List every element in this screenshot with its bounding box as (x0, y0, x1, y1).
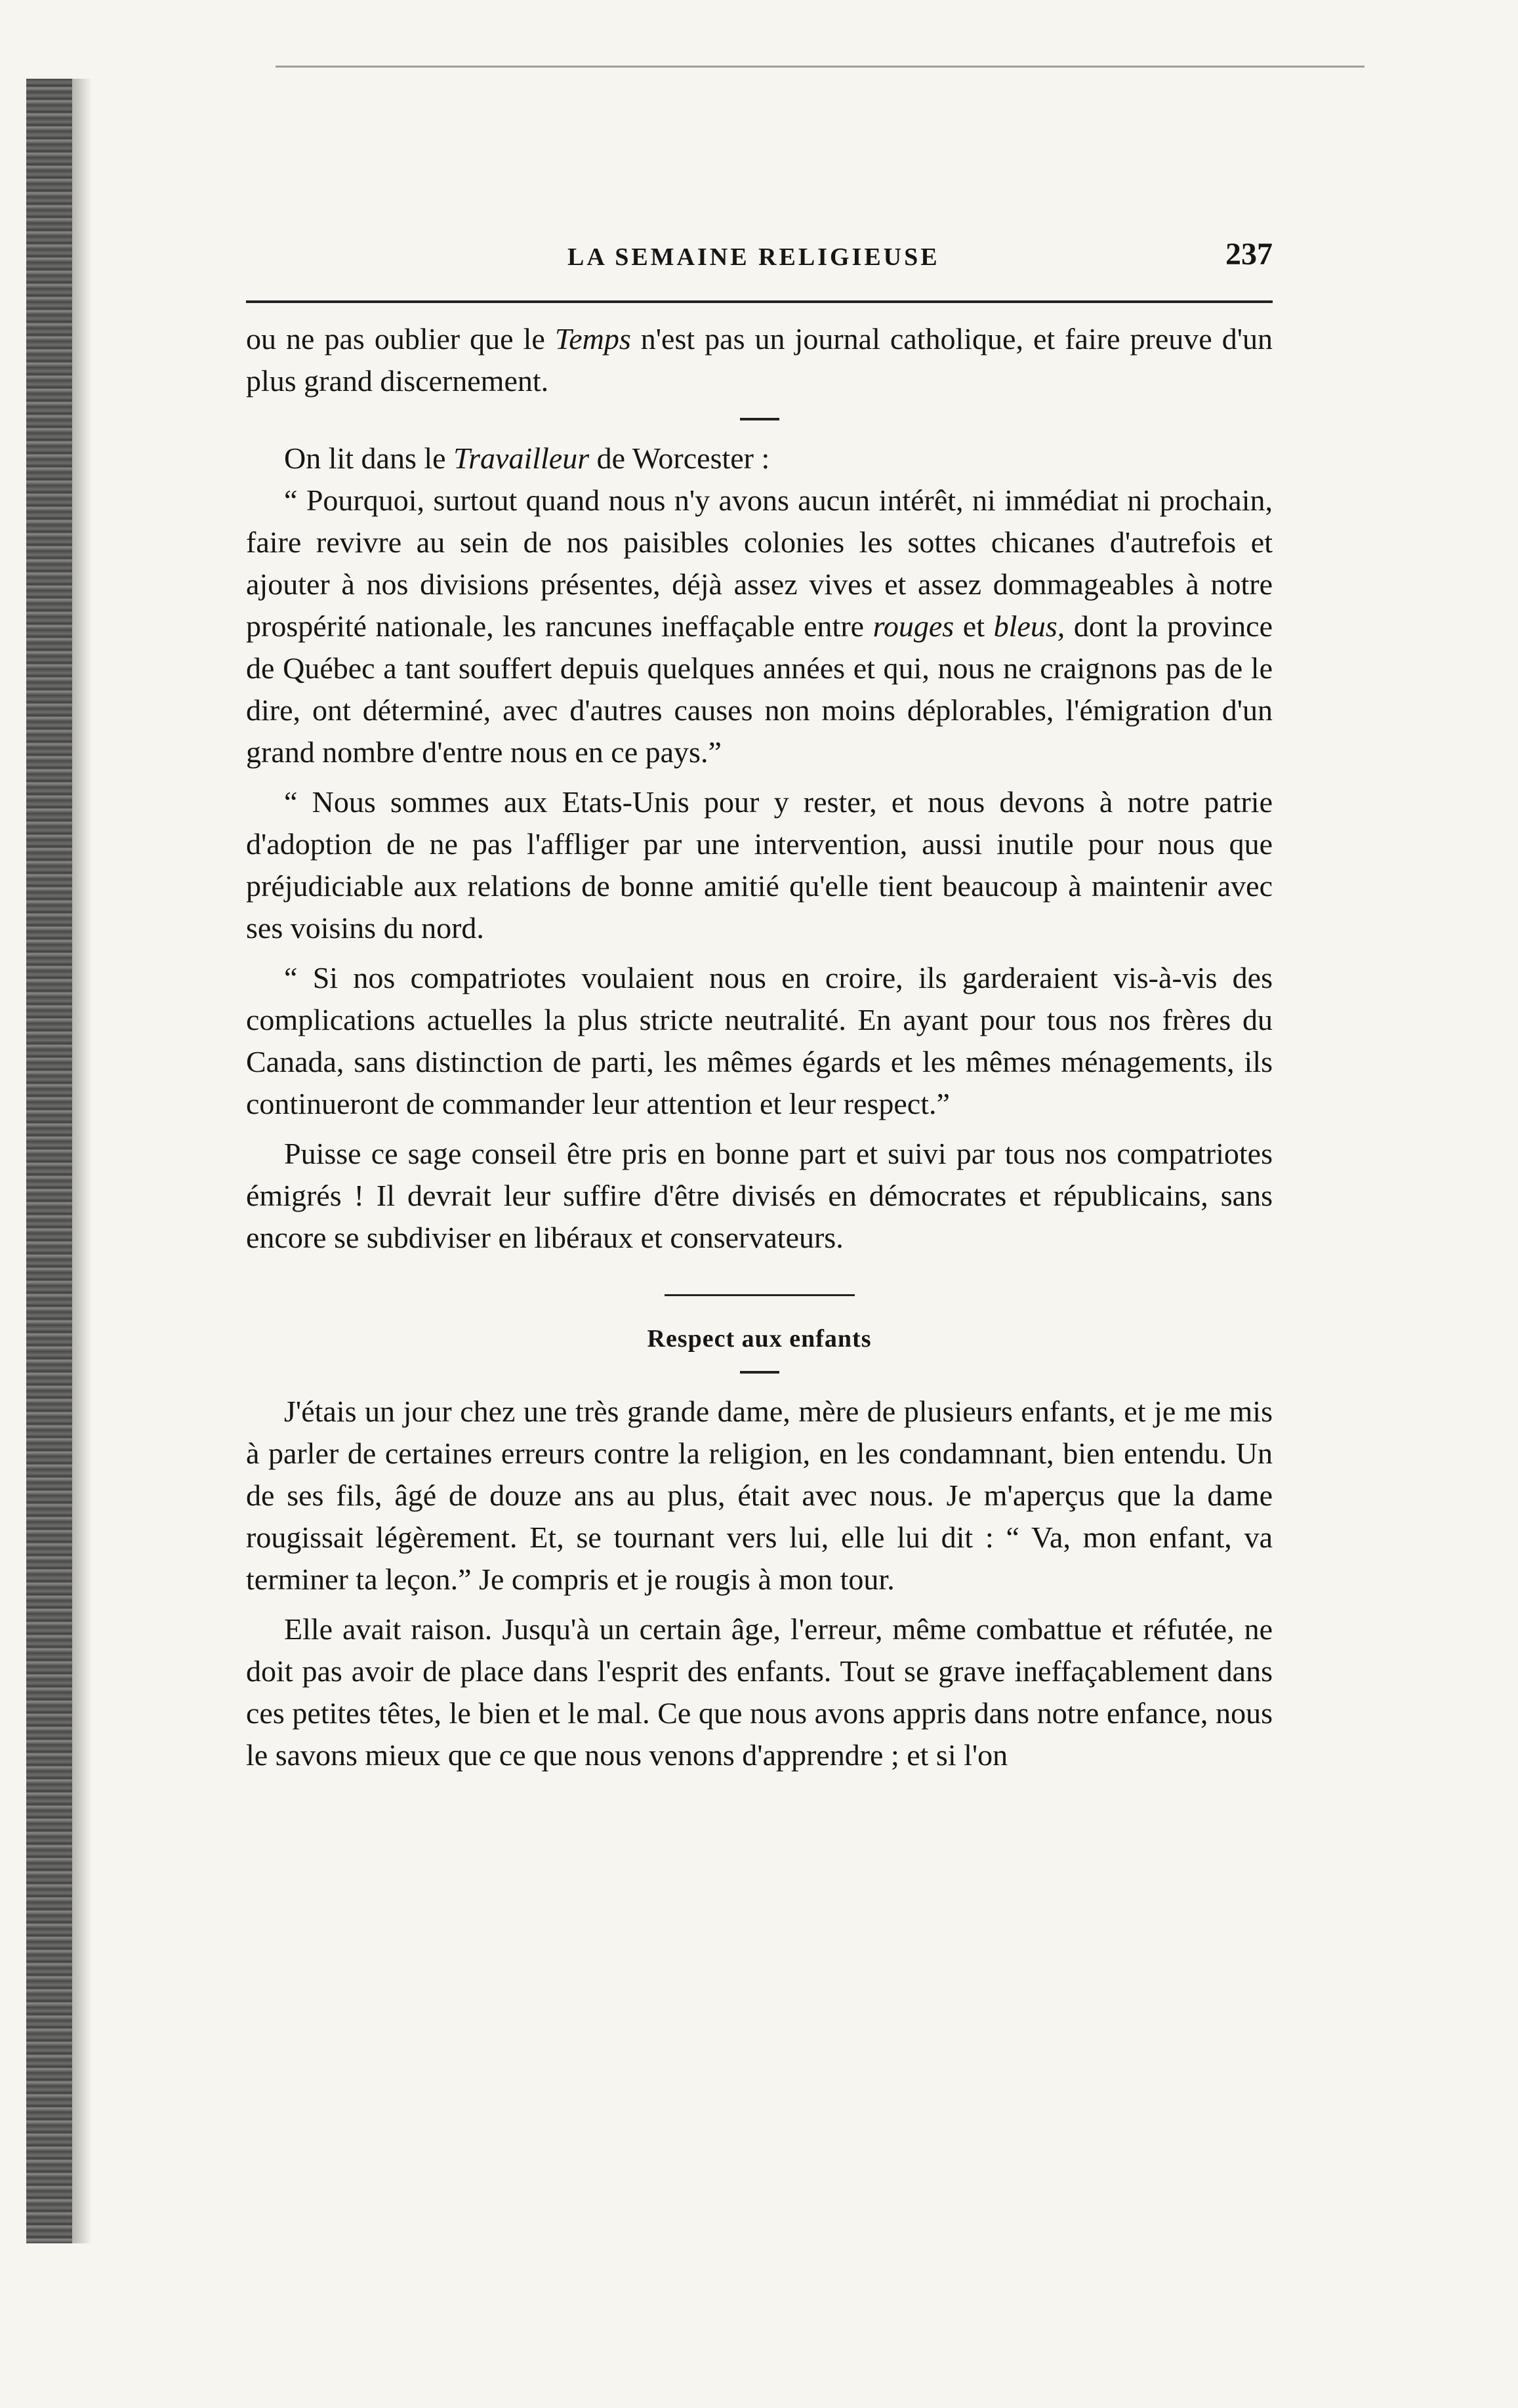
text-run: ou ne pas oublier que le (246, 322, 555, 356)
page-number: 237 (1225, 237, 1273, 272)
text-run: dont la province de Québec a tant souffert depuis quelques années et qui, nous ne craignons pas de le dire, ont déterminé, avec d'autres causes non moins déplorables, l'émigration d'un grand nombre d'entre nous en ce pays.” (246, 609, 1273, 769)
italic-word: bleus, (993, 609, 1065, 643)
page-header (246, 236, 1273, 289)
running-title: LA SEMAINE RELIGIEUSE (567, 243, 940, 271)
book-spine-shadow (26, 79, 72, 2243)
text-run: On lit dans le (284, 441, 454, 475)
paragraph-intro (246, 438, 1273, 480)
text-run: n'est pas un journal catholique, et faire preuve d'un plus grand discernement. (246, 322, 1273, 398)
paragraph-anecdote: J'étais un jour chez une très grande dame, mère de plusieurs enfants, et je me mis à parler de certaines erreurs contre la religion, en les condamnant, bien entendu. Un de ses fils, âgé de douze ans au plus, était avec nous. Je m'aperçus que la dame rougissait légèrement. Et, se tournant vers lui, elle lui dit : “ Va, mon enfant, va terminer ta leçon.” Je compris et je rougis à mon tour. (246, 1395, 1273, 1596)
gutter-shadow (72, 79, 92, 2243)
text-run: et (954, 609, 994, 643)
italic-title: Temps (554, 322, 631, 356)
italic-word: rouges (872, 609, 954, 643)
text-run: de Worcester : (589, 441, 770, 475)
italic-title: Travailleur (453, 441, 590, 475)
body-text (246, 318, 1273, 1776)
paragraph-continued (246, 318, 1273, 402)
top-edge-artifact (276, 39, 1364, 68)
section-rule (665, 1294, 855, 1296)
header-rule (246, 300, 1273, 303)
paragraph-comment: Puisse ce sage conseil être pris en bonne part et suivi par tous nos compatriotes émigrés ! Il devrait leur suffire d'être divisés en démocrates et républicains, sans encore se subdiviser en libéraux et conservateurs. (246, 1137, 1273, 1254)
separator-dash (740, 418, 779, 420)
paragraph-quote-1 (246, 480, 1273, 773)
paragraph-quote-3: “ Si nos compatriotes voulaient nous en croire, ils garderaient vis-à-vis des complications actuelles la plus stricte neutralité. En ayant pour tous nos frères du Canada, sans distinction de parti, les mêmes égards et les mêmes ménagements, ils continueront de commander leur attention et leur respect.” (246, 961, 1273, 1120)
page-content (246, 236, 1273, 1772)
paragraph-reflection: Elle avait raison. Jusqu'à un certain âge, l'erreur, même combattue et réfutée, ne doit pas avoir de place dans l'esprit des enfants. Tout se grave ineffaçablement dans ces petites têtes, le bien et le mal. Ce que nous avons appris dans notre enfance, nous le savons mieux que ce que nous venons d'apprendre ; et si l'on (246, 1612, 1273, 1772)
separator-dash (740, 1371, 779, 1374)
paragraph-quote-2: “ Nous sommes aux Etats-Unis pour y rester, et nous devons à notre patrie d'adoption de ne pas l'affliger par une intervention, aussi inutile pour nous que préjudiciable aux relations de bonne amitié qu'elle tient beaucoup à maintenir avec ses voisins du nord. (246, 785, 1273, 945)
section-title: Respect aux enfants (647, 1325, 872, 1353)
text-run: “ Pourquoi, surtout quand nous n'y avons aucun intérêt, ni immédiat ni prochain, faire revivre au sein de nos paisibles colonies les sottes chicanes d'autrefois et ajouter à nos divisions présentes, déjà assez vives et assez dommageables à notre prospérité nationale, les rancunes ineffaçable entre (246, 483, 1273, 643)
